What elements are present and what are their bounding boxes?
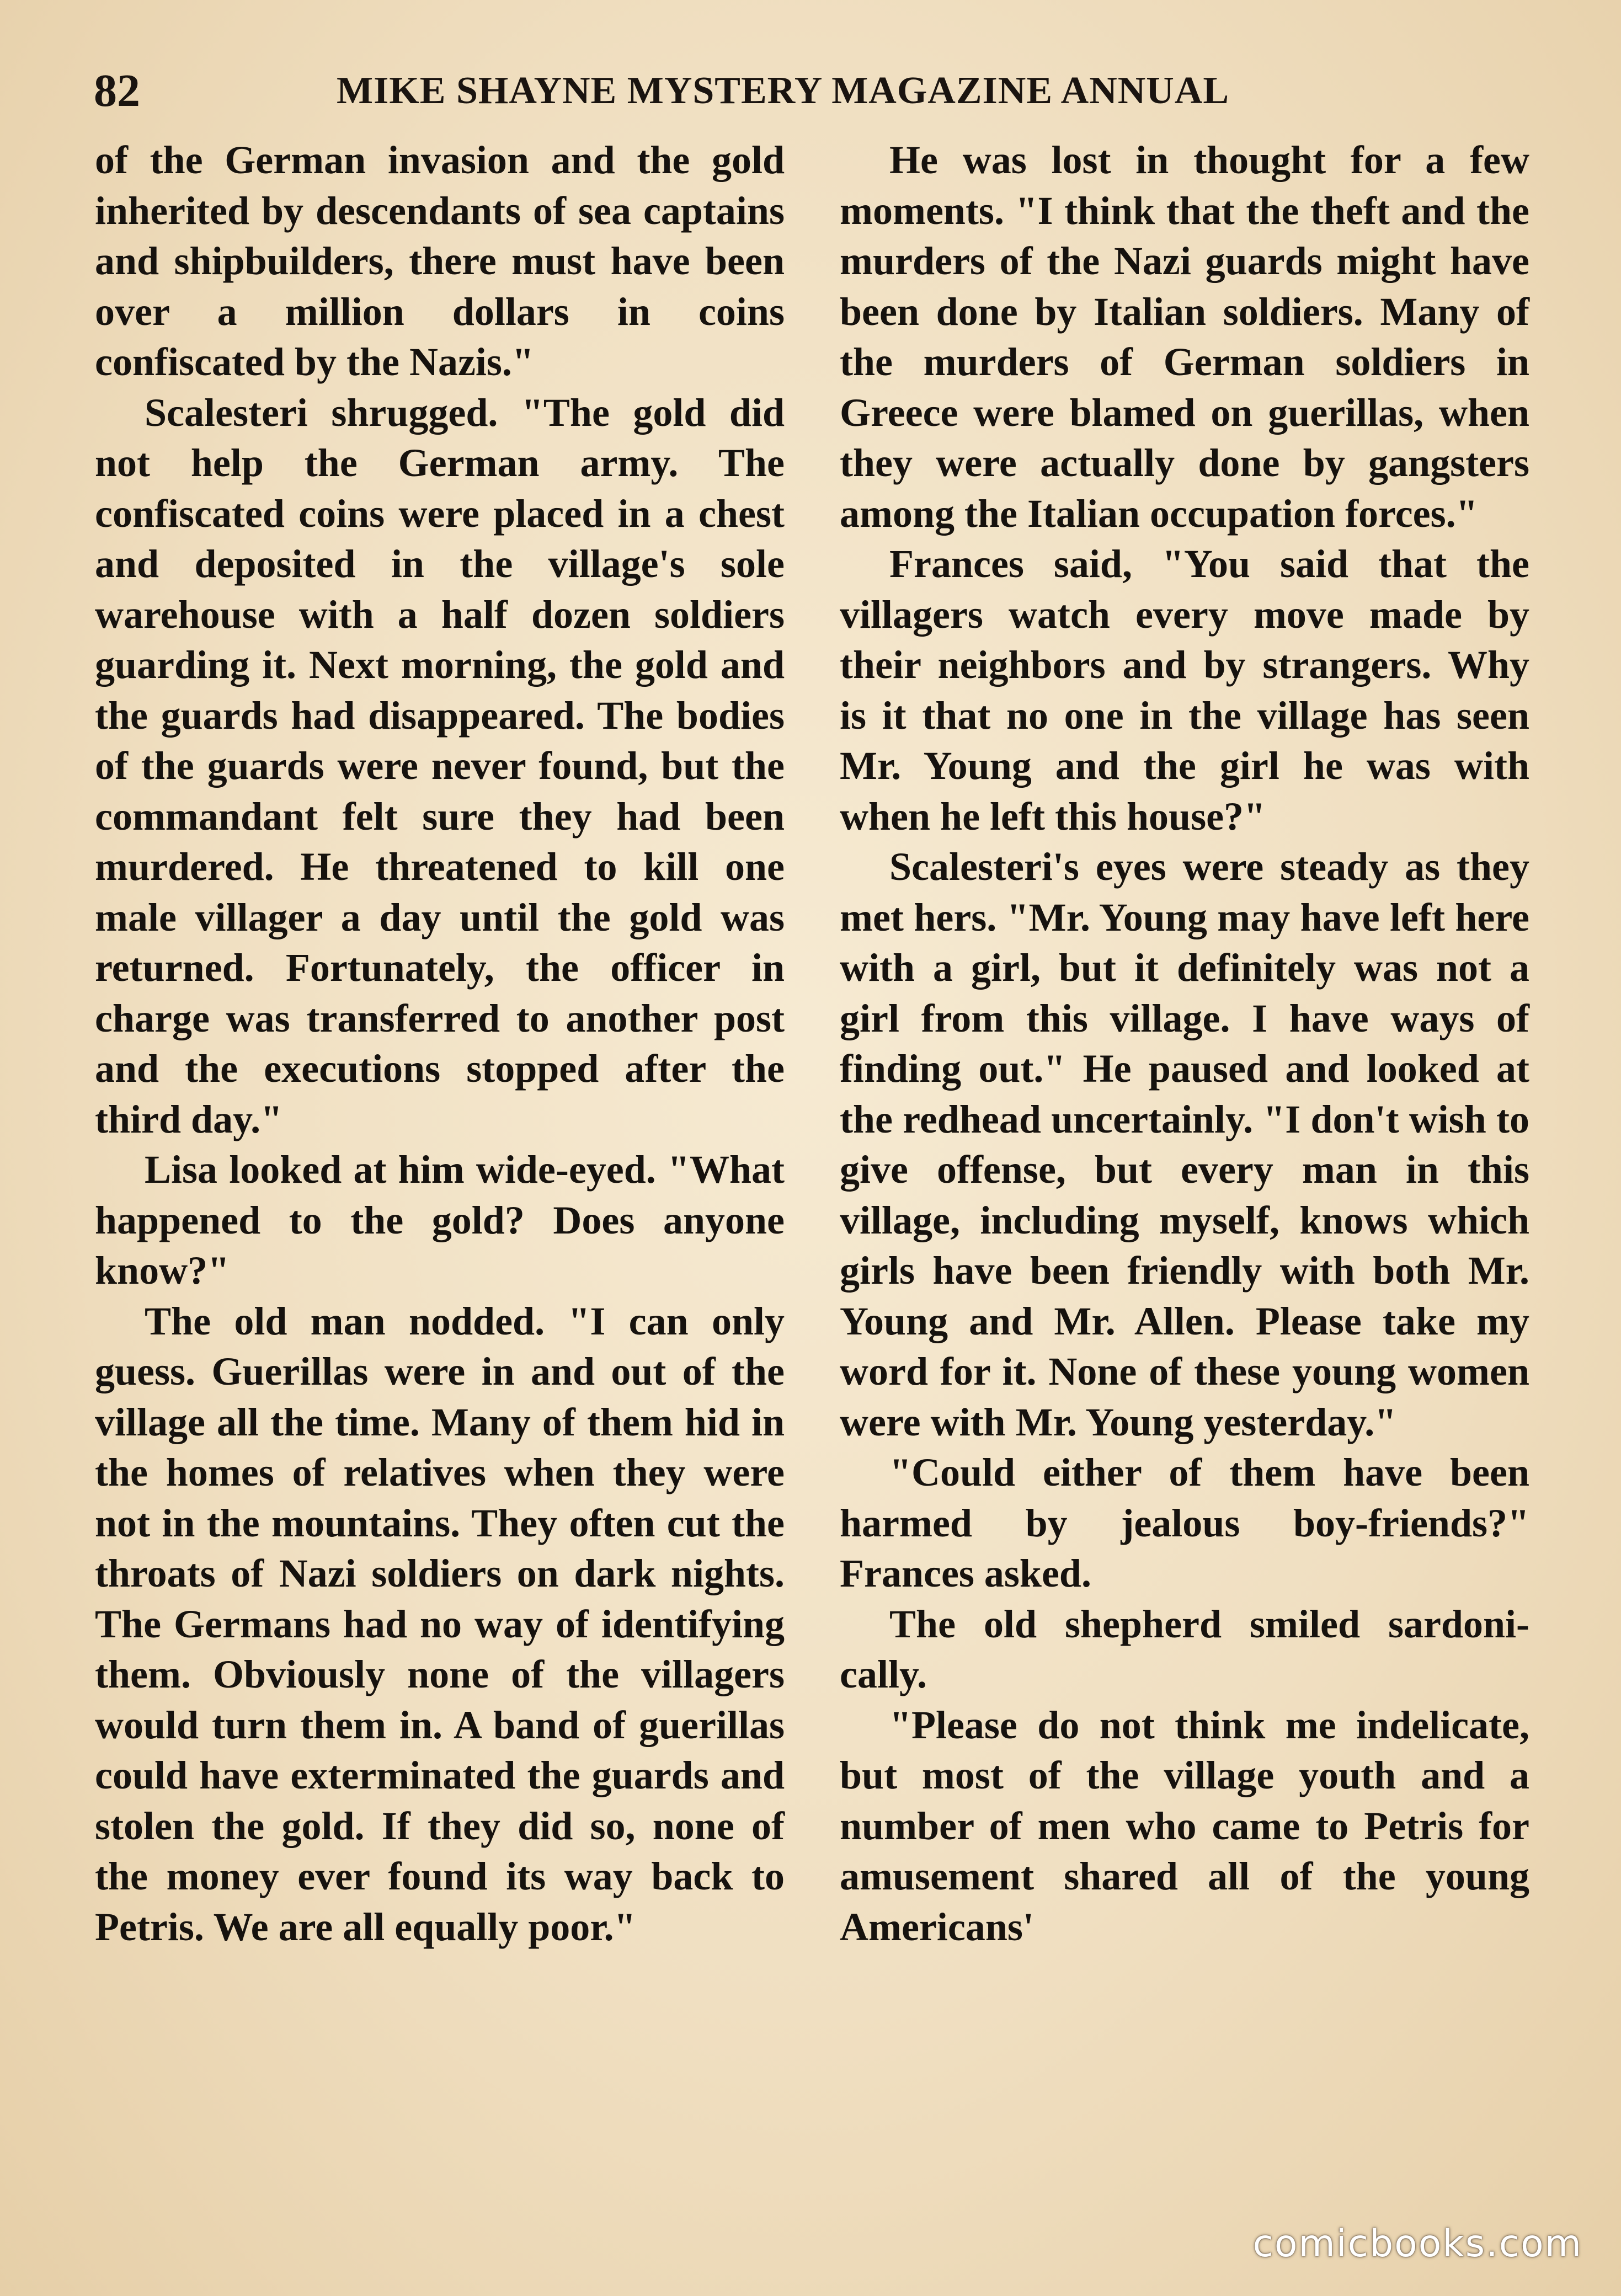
paragraph: Frances said, "You said that the villagers watch every move made by their neighbors and by strangers. Why is it that no one in the village has seen Mr. Young and the girl he was with when he left this house?": [840, 542, 1529, 839]
page-number: 82: [94, 65, 140, 116]
paragraph: He was lost in thought for a few moments. "I think that the theft and the murders of the Nazi guards might have been done by Italian soldiers. Many of the murders of German soldiers in Greece were blamed on guerillas, when they were actually done by gangsters among the Italian occupation forces.": [840, 138, 1529, 536]
paragraph: "Please do not think me indelicate, but most of the village youth and a number of men who came to Petris for amusement shared all of the young Americans': [840, 1702, 1529, 1949]
paragraph: "Could either of them have been harmed by jealous boy-friends?" Frances asked.: [840, 1450, 1529, 1595]
paragraph: Scalesteri's eyes were steady as they met hers. "Mr. Young may have left here with a girl, but it definitely was not a girl from this village. I have ways of finding out." He paused and looked at the redhead uncertainly. "I don't wish to give offense, but every man in this village, including myself, knows which girls have been friendly with both Mr. Young and Mr. Allen. Please take my word for it. None of these young women were with Mr. Young yesterday.": [840, 845, 1529, 1444]
text-column-left: [95, 135, 785, 1952]
paragraph: The old shepherd smiled sardonically.: [840, 1601, 1529, 1696]
paragraph: The old man nodded. "I can only guess. Guerillas were in and out of the village all the time. Many of them hid in the homes of relatives when they were not in the mountains. They often cut the throats of Nazi soldiers on dark nights. The Germans had no way of identifying them. Obviously none of the villagers would turn them in. A band of guerillas could have exterminated the guards and stolen the gold. If they did so, none of the money ever found its way back to Petris. We are all equally poor.": [95, 1299, 785, 1949]
watermark: comicbooks.com: [1252, 2222, 1582, 2266]
text-column-right: [840, 135, 1529, 1952]
paragraph: Scalesteri shrugged. "The gold did not help the German army. The confiscated coins were placed in a chest and deposited in the village's sole warehouse with a half dozen soldiers guarding it. Next morning, the gold and the guards had disappeared. The bodies of the guards were never found, but the commandant felt sure they had been murdered. He threatened to kill one male villager a day until the gold was returned. Fortunately, the officer in charge was transferred to another post and the executions stopped after the third day.": [95, 390, 785, 1141]
paragraph: Lisa looked at him wide-eyed. "What happened to the gold? Does anyone know?": [95, 1147, 785, 1293]
paragraph: of the German invasion and the gold inherited by descendants of sea captains and shipbuilders, there must have been over a million dollars in coins confiscated by the Nazis.": [95, 138, 785, 384]
page-header: [94, 61, 1539, 121]
running-head-title: MIKE SHAYNE MYSTERY MAGAZINE ANNUAL: [337, 70, 1230, 112]
